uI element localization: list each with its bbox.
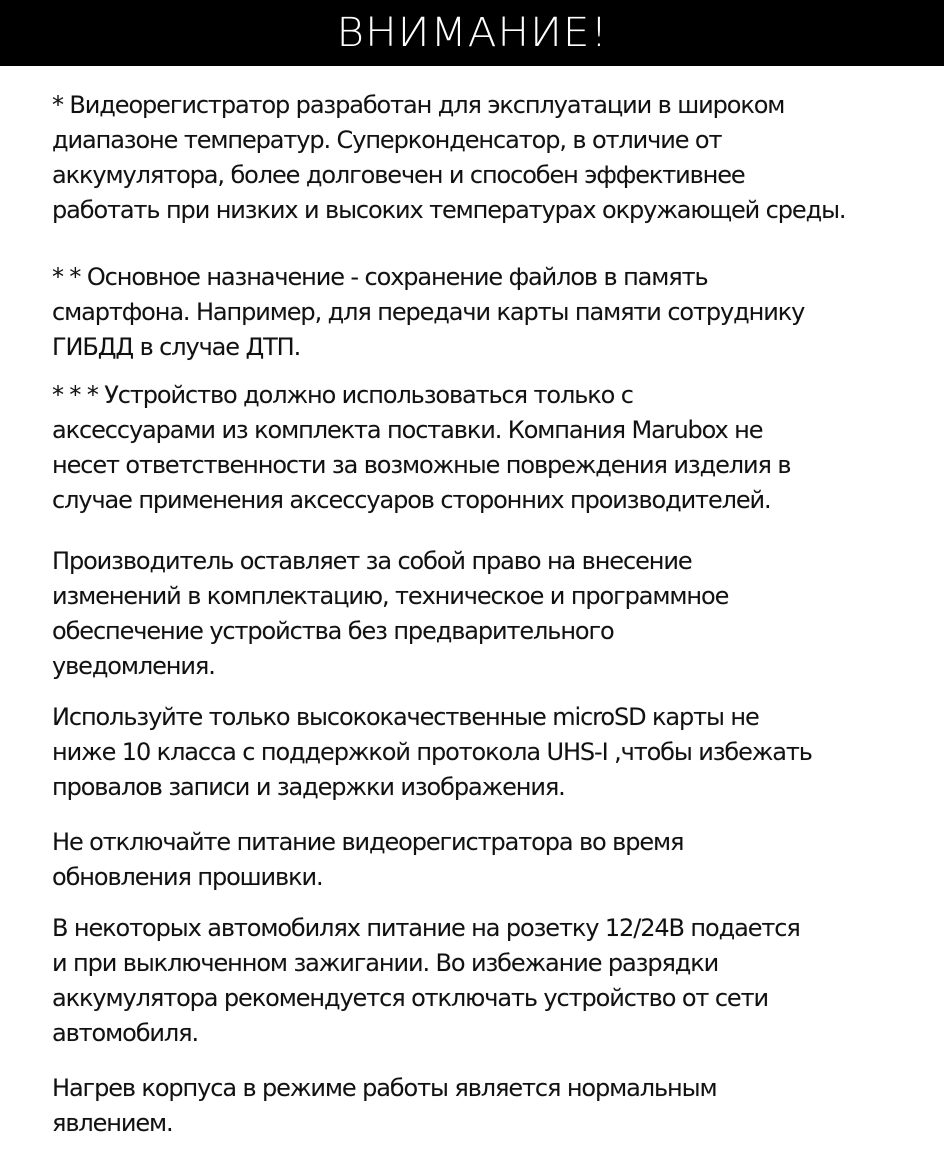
paragraph-microsd-advice: Используйте только высококачественные microSD карты не ниже 10 класса с поддержкой протокола UHS-I ,чтобы избежать провалов записи и задержки изображения. [52,703,812,801]
warning-header [0,0,944,66]
paragraph-temperature-note: * Видеорегистратор разработан для эксплуатации в широком диапазоне температур. Суперконденсатор, в отличие от аккумулятора, более долговечен и способен эффективнее работать при низких и высоких температурах окружающей среды. [52,91,846,224]
paragraph-power-socket-note: В некоторых автомобилях питание на розетку 12/24В подается и при выключенном зажигании. Во избежание разрядки аккумулятора рекомендуется отключать устройство от сети автомобиля. [52,914,800,1047]
paragraph-accessories-note: * * * Устройство должно использоваться только с аксессуарами из комплекта поставки. Компания Marubox не несет ответственности за возможные повреждения изделия в случае применения аксессуаров сторонних производителей. [52,381,791,514]
paragraph-heating-note: Нагрев корпуса в режиме работы является нормальным явлением. [52,1074,717,1137]
paragraph-firmware-warning: Не отключайте питание видеорегистратора во время обновления прошивки. [52,828,684,891]
page-title: ВНИМАНИЕ! [336,10,608,56]
paragraph-purpose-note: * * Основное назначение - сохранение файлов в память смартфона. Например, для передачи карты памяти сотруднику ГИБДД в случае ДТП. [52,263,805,361]
paragraph-manufacturer-rights: Производитель оставляет за собой право на внесение изменений в комплектацию, техническое и программное обеспечение устройства без предварительного уведомления. [52,547,729,680]
